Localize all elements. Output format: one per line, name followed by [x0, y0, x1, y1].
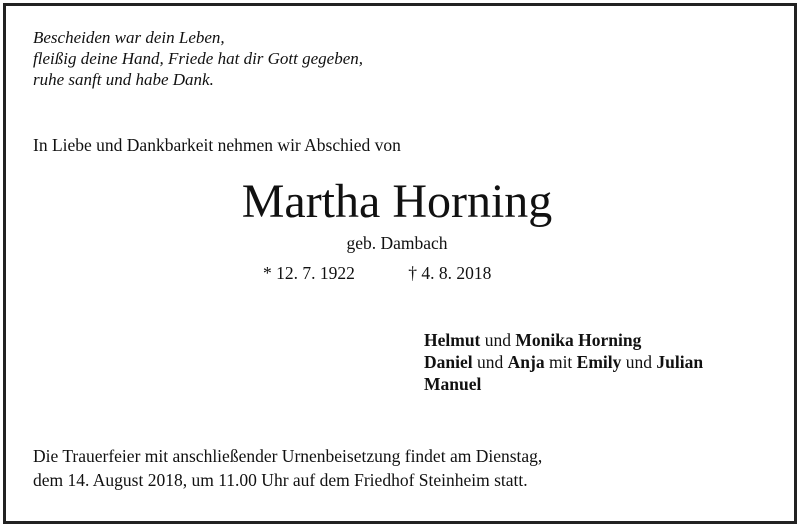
verse [33, 27, 363, 90]
verse-line: ruhe sanft und habe Dank. [33, 70, 214, 89]
mourners-list [424, 329, 703, 395]
connector-word: und [625, 352, 653, 372]
life-dates [263, 263, 491, 284]
mourner-name: Anja [507, 352, 545, 372]
connector-word: mit [548, 352, 573, 372]
death-date: † 4. 8. 2018 [408, 263, 492, 283]
mourner-name: Julian [656, 352, 704, 372]
deceased-name: Martha Horning [241, 175, 553, 228]
mourner-name: Manuel [424, 374, 482, 394]
mourners-line [424, 351, 703, 373]
mourner-name: Helmut [424, 330, 481, 350]
birth-date: * 12. 7. 1922 [263, 263, 355, 283]
mourners-line [424, 373, 703, 395]
notice-line: Die Trauerfeier mit anschließender Urnenbeisetzung findet am Dienstag, [33, 446, 543, 466]
mourner-name: Monika Horning [515, 330, 642, 350]
intro-text: In Liebe und Dankbarkeit nehmen wir Abschied von [33, 135, 401, 155]
mourner-name: Daniel [424, 352, 473, 372]
mourners-line [424, 329, 703, 351]
notice-line: dem 14. August 2018, um 11.00 Uhr auf dem Friedhof Steinheim statt. [33, 470, 528, 490]
verse-line: fleißig deine Hand, Friede hat dir Gott gegeben, [33, 49, 364, 68]
verse-line: Bescheiden war dein Leben, [33, 28, 225, 47]
connector-word: und [477, 352, 504, 372]
funeral-notice [33, 444, 542, 492]
mourner-name: Emily [576, 352, 622, 372]
connector-word: und [484, 330, 512, 350]
maiden-name: geb. Dambach [346, 233, 448, 253]
